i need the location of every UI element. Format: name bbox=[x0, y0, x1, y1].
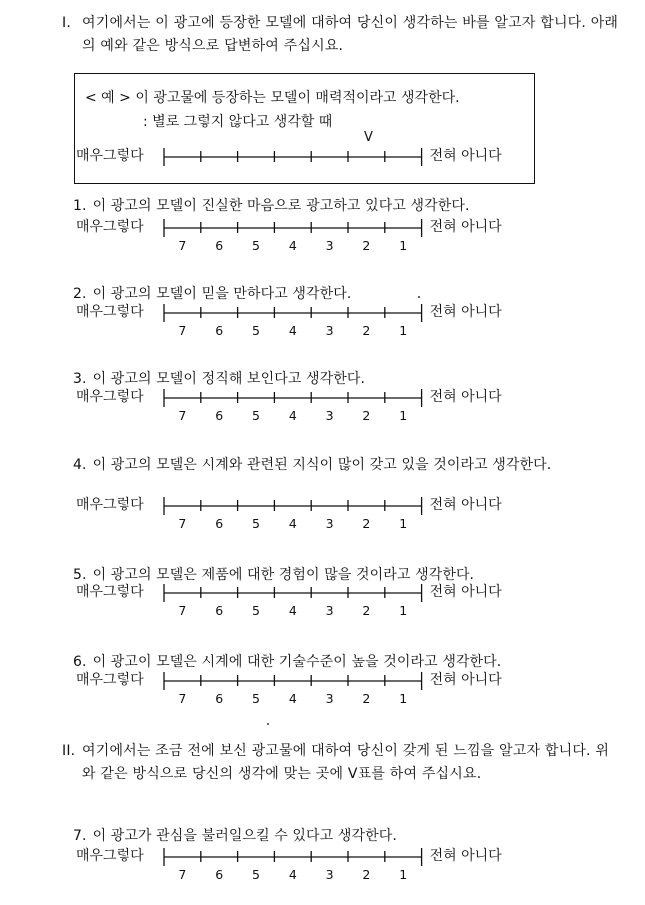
item-number: 1. bbox=[73, 198, 87, 214]
scale-number: 4 bbox=[288, 516, 297, 531]
scale-number: 7 bbox=[178, 516, 187, 531]
scale-right-label: 전혀 아니다 bbox=[429, 148, 502, 164]
section-2-number: II. bbox=[62, 743, 76, 759]
item-text: 이 광고가 관심을 불러일으킬 수 있다고 생각한다. bbox=[92, 828, 397, 844]
scale-right-label: 전혀 아니다 bbox=[429, 497, 502, 513]
scale-left-label: 매우그렇다 bbox=[76, 672, 144, 688]
scale-right-label: 전혀 아니다 bbox=[429, 304, 502, 320]
rating-scale bbox=[162, 301, 424, 325]
scale-number: 5 bbox=[252, 603, 260, 618]
scale-left-label: 매우그렇다 bbox=[76, 584, 144, 600]
example-check-mark: V bbox=[364, 130, 373, 145]
scale-right-label: 전혀 아니다 bbox=[429, 389, 502, 405]
scale-number: 4 bbox=[288, 691, 297, 706]
section-1-number: I. bbox=[62, 15, 71, 31]
rating-scale bbox=[162, 669, 424, 693]
scale-number: 3 bbox=[325, 867, 334, 882]
scale-number: 2 bbox=[362, 603, 371, 618]
scale-number: 4 bbox=[288, 408, 297, 423]
scale-left-label: 매우그렇다 bbox=[76, 848, 144, 864]
scale-number: 6 bbox=[215, 323, 224, 338]
item-number: 5. bbox=[73, 567, 87, 583]
scale-number: 4 bbox=[288, 603, 297, 618]
rating-scale bbox=[162, 581, 424, 605]
item-question bbox=[73, 196, 613, 216]
scale-number: 1 bbox=[399, 867, 408, 882]
rating-scale bbox=[162, 386, 424, 410]
scale-left-label: 매우그렇다 bbox=[76, 148, 144, 164]
scale-number: 1 bbox=[399, 691, 408, 706]
scale-number: 5 bbox=[252, 867, 260, 882]
example-title: < 예 > 이 광고물에 등장하는 모델이 매력적이라고 생각한다. bbox=[85, 90, 460, 106]
stray-dot bbox=[267, 723, 269, 725]
item-text: 이 광고의 모델은 제품에 대한 경험이 많을 것이라고 생각한다. bbox=[92, 567, 475, 583]
rating-scale bbox=[162, 845, 424, 869]
item-question bbox=[73, 455, 613, 475]
scale-number: 5 bbox=[252, 691, 260, 706]
scale-number: 6 bbox=[215, 867, 224, 882]
scale-number: 3 bbox=[325, 603, 334, 618]
scale-number: 3 bbox=[325, 408, 334, 423]
scale-number: 7 bbox=[178, 691, 187, 706]
scale-number: 7 bbox=[178, 238, 187, 253]
scale-number: 2 bbox=[362, 323, 371, 338]
scale-number: 1 bbox=[399, 238, 408, 253]
scale-number: 5 bbox=[252, 323, 260, 338]
scale-number: 6 bbox=[215, 408, 224, 423]
item-text: 이 광고의 모델이 믿을 만하다고 생각한다. bbox=[92, 286, 352, 302]
stray-dot bbox=[418, 296, 420, 298]
scale-number: 2 bbox=[362, 408, 371, 423]
section-1-instructions bbox=[62, 12, 622, 58]
item-text: 이 광고의 모델이 진실한 마음으로 광고하고 있다고 생각한다. bbox=[92, 198, 470, 214]
scale-number: 1 bbox=[399, 603, 408, 618]
scale-number: 2 bbox=[362, 867, 371, 882]
section-1-text: 여기에서는 이 광고에 등장한 모델에 대하여 당신이 생각하는 바를 알고자 합니다. 아래의 예와 같은 방식으로 답변하여 주십시요. bbox=[82, 15, 619, 54]
scale-number: 3 bbox=[325, 516, 334, 531]
scale-number: 1 bbox=[399, 323, 408, 338]
scale-number: 1 bbox=[399, 516, 408, 531]
scale-number: 5 bbox=[252, 408, 260, 423]
scale-left-label: 매우그렇다 bbox=[76, 497, 144, 513]
item-number: 6. bbox=[73, 654, 87, 670]
item-number: 4. bbox=[73, 457, 87, 473]
scale-number: 7 bbox=[178, 867, 187, 882]
scale-number: 2 bbox=[362, 238, 371, 253]
rating-scale bbox=[162, 145, 424, 169]
scale-number: 6 bbox=[215, 603, 224, 618]
item-text: 이 광고의 모델은 시계와 관련된 지식이 많이 갖고 있을 것이라고 생각한다. bbox=[92, 457, 552, 473]
scale-number: 6 bbox=[215, 516, 224, 531]
item-number: 7. bbox=[73, 828, 87, 844]
scale-right-label: 전혀 아니다 bbox=[429, 584, 502, 600]
scale-left-label: 매우그렇다 bbox=[76, 304, 144, 320]
scale-number: 6 bbox=[215, 238, 224, 253]
scale-left-label: 매우그렇다 bbox=[76, 219, 144, 235]
scale-number: 2 bbox=[362, 691, 371, 706]
scale-number: 3 bbox=[325, 238, 334, 253]
item-number: 3. bbox=[73, 371, 87, 387]
section-2-text: 여기에서는 조금 전에 보신 광고물에 대하여 당신이 갖게 된 느낌을 알고자 합니다. 위와 같은 방식으로 당신의 생각에 맞는 곳에 V표를 하여 주십시요. bbox=[82, 743, 610, 782]
scale-right-label: 전혀 아니다 bbox=[429, 848, 502, 864]
item-question bbox=[73, 826, 613, 846]
scale-number: 2 bbox=[362, 516, 371, 531]
scale-number: 3 bbox=[325, 691, 334, 706]
item-text: 이 광고이 모델은 시계에 대한 기술수준이 높을 것이라고 생각한다. bbox=[92, 654, 502, 670]
scale-number: 4 bbox=[288, 238, 297, 253]
scale-number: 3 bbox=[325, 323, 334, 338]
scale-number: 7 bbox=[178, 603, 187, 618]
item-number: 2. bbox=[73, 286, 87, 302]
scale-number: 7 bbox=[178, 408, 187, 423]
item-text: 이 광고의 모델이 정직해 보인다고 생각한다. bbox=[92, 371, 366, 387]
scale-number: 5 bbox=[252, 238, 260, 253]
scale-number: 1 bbox=[399, 408, 408, 423]
scale-number: 4 bbox=[288, 867, 297, 882]
scale-number: 4 bbox=[288, 323, 297, 338]
scale-right-label: 전혀 아니다 bbox=[429, 219, 502, 235]
scale-left-label: 매우그렇다 bbox=[76, 389, 144, 405]
rating-scale bbox=[162, 494, 424, 518]
section-2-instructions bbox=[62, 740, 622, 786]
rating-scale bbox=[162, 216, 424, 240]
scale-number: 6 bbox=[215, 691, 224, 706]
example-condition: : 별로 그렇지 않다고 생각할 때 bbox=[143, 114, 333, 130]
scale-number: 7 bbox=[178, 323, 187, 338]
scale-right-label: 전혀 아니다 bbox=[429, 672, 502, 688]
scale-number: 5 bbox=[252, 516, 260, 531]
